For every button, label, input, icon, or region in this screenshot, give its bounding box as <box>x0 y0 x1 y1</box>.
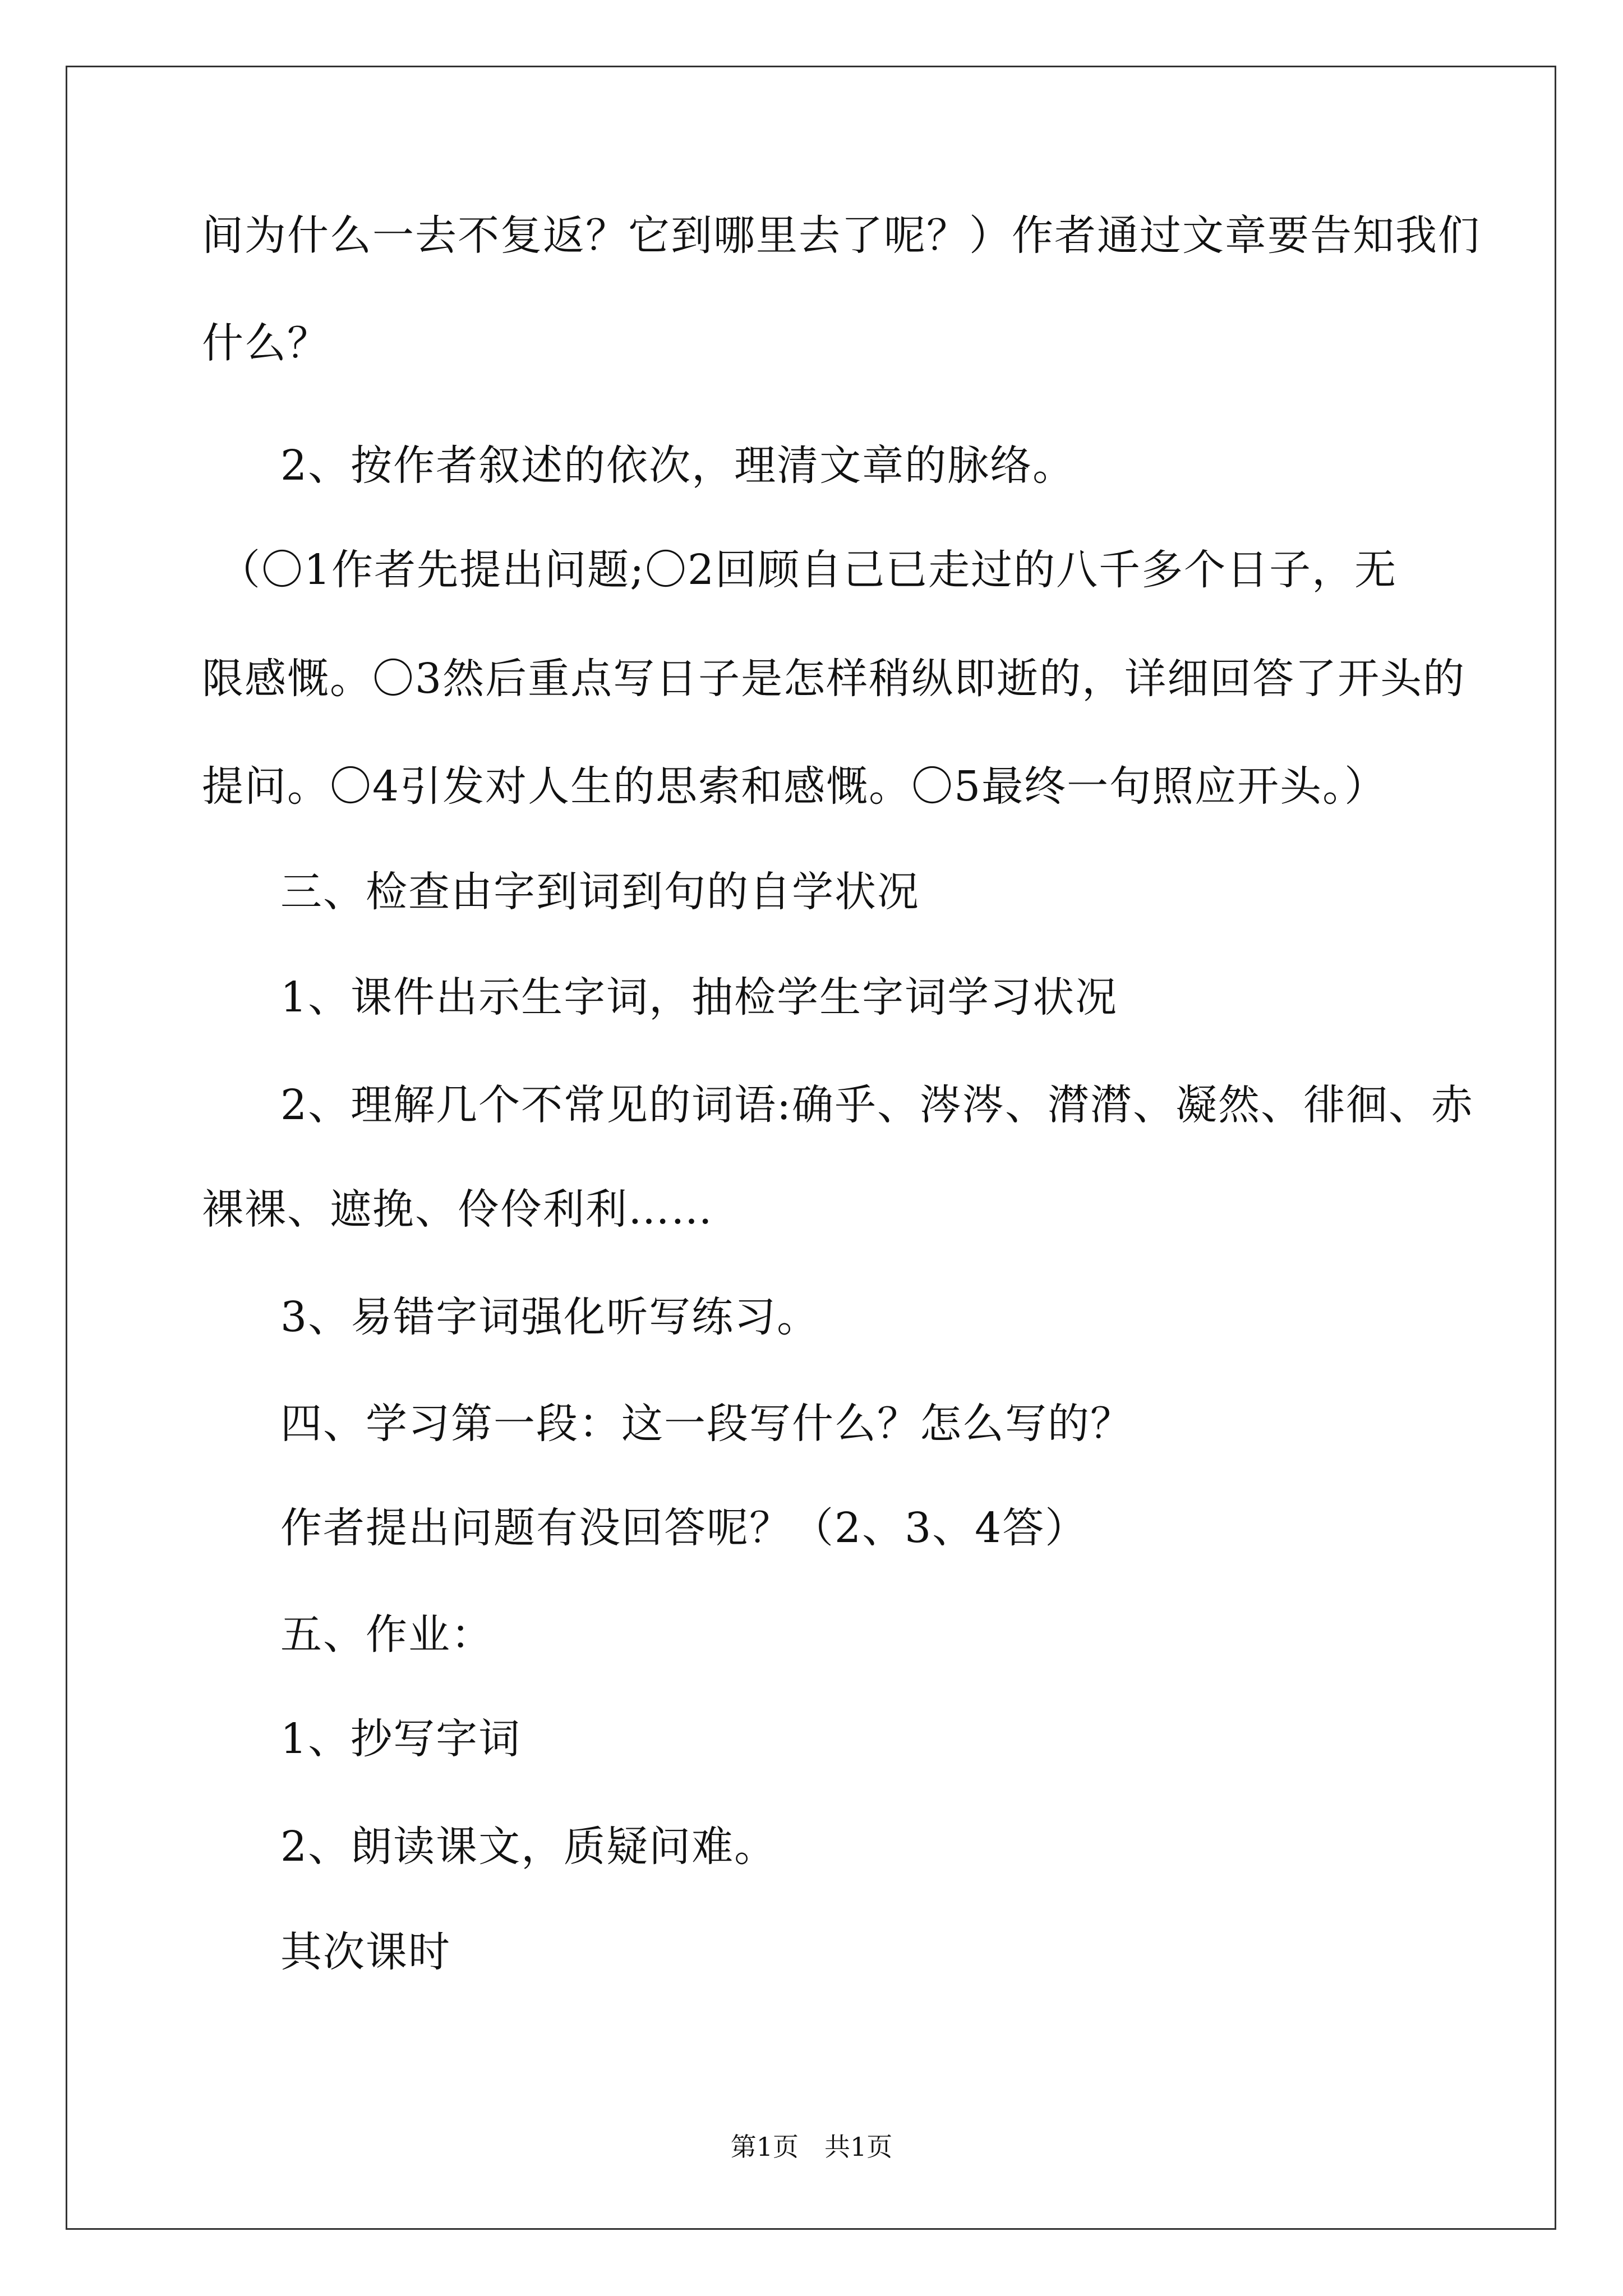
section-heading-3: 三、检查由字到词到句的自学状况 <box>280 868 920 916</box>
text-line-4: （〇1作者先提出问题;〇2回顾自己已走过的八千多个日子，无 <box>219 546 1398 594</box>
text-line-9: 2、理解几个不常见的词语:确乎、涔涔、潸潸、凝然、徘徊、赤 <box>280 1081 1474 1129</box>
text-line-15: 1、抄写字词 <box>280 1715 522 1763</box>
text-line-6: 提问。〇4引发对人生的思索和感慨。〇5最终一句照应开头。） <box>202 762 1387 811</box>
text-line-11: 3、易错字词强化听写练习。 <box>280 1293 820 1341</box>
text-line-1: 间为什么一去不复返？它到哪里去了呢？）作者通过文章要告知我们 <box>202 211 1481 260</box>
text-line-10: 裸裸、遮挽、伶伶利利…… <box>202 1185 713 1234</box>
section-heading-5: 五、作业： <box>280 1611 494 1659</box>
text-line-13: 作者提出问题有没回答呢？（2、3、4答） <box>280 1504 1088 1552</box>
text-line-5: 限感慨。〇3然后重点写日子是怎样稍纵即逝的，详细回答了开头的 <box>202 655 1466 703</box>
text-line-8: 1、课件出示生字词，抽检学生字词学习状况 <box>280 973 1118 1022</box>
page-border <box>66 66 1556 2230</box>
section-heading-4: 四、学习第一段：这一段写什么？怎么写的？ <box>280 1400 1133 1448</box>
text-line-16: 2、朗读课文，质疑问难。 <box>280 1823 777 1871</box>
text-line-17: 其次课时 <box>280 1928 451 1976</box>
page-number-footer: 第1页 共1页 <box>730 2132 893 2162</box>
text-line-3: 2、按作者叙述的依次，理清文章的脉络。 <box>280 441 1076 490</box>
text-line-2: 什么？ <box>202 319 330 367</box>
